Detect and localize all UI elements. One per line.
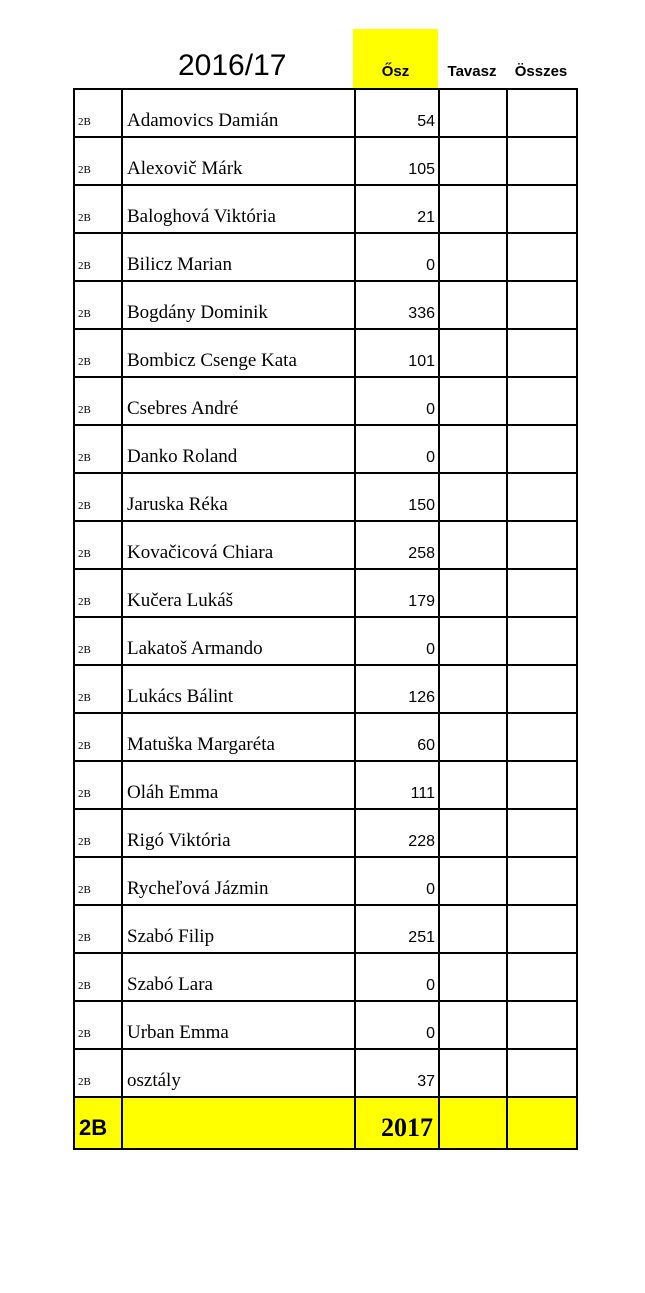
table-row	[74, 569, 577, 617]
student-name-cell: Bilicz Marian	[122, 233, 355, 281]
student-name-cell: Kovačicová Chiara	[122, 521, 355, 569]
fall-points-cell: 258	[355, 521, 439, 569]
student-name-cell: Danko Roland	[122, 425, 355, 473]
student-name-cell: Baloghová Viktória	[122, 185, 355, 233]
student-name-cell: Rycheľová Jázmin	[122, 857, 355, 905]
table-row	[74, 809, 577, 857]
fall-points-cell: 105	[355, 137, 439, 185]
table-row	[74, 857, 577, 905]
class-cell: 2B	[74, 473, 122, 521]
student-name-cell: Adamovics Damián	[122, 89, 355, 137]
school-year-title: 2016/17	[178, 49, 287, 82]
student-name-cell: Lukács Bálint	[122, 665, 355, 713]
spring-points-cell	[439, 281, 507, 329]
class-cell: 2B	[74, 137, 122, 185]
spring-points-cell	[439, 857, 507, 905]
spring-points-cell	[439, 713, 507, 761]
class-cell: 2B	[74, 185, 122, 233]
fall-points-cell: 0	[355, 233, 439, 281]
table-row	[74, 1049, 577, 1097]
spring-points-cell	[439, 137, 507, 185]
table-row	[74, 233, 577, 281]
student-name-cell: Alexovič Márk	[122, 137, 355, 185]
class-cell: 2B	[74, 425, 122, 473]
fall-points-cell: 0	[355, 617, 439, 665]
spring-points-cell	[439, 89, 507, 137]
total-points-cell	[507, 761, 577, 809]
total-points-cell	[507, 953, 577, 1001]
total-points-cell	[507, 329, 577, 377]
class-cell: 2B	[74, 809, 122, 857]
total-points-cell	[507, 1001, 577, 1049]
total-points-cell	[507, 521, 577, 569]
total-points-cell	[507, 857, 577, 905]
student-name-cell: Szabó Lara	[122, 953, 355, 1001]
total-points-cell	[507, 1049, 577, 1097]
total-points-cell	[507, 425, 577, 473]
fall-points-cell: 150	[355, 473, 439, 521]
spring-points-cell	[439, 1049, 507, 1097]
class-cell: 2B	[74, 1001, 122, 1049]
table-row	[74, 281, 577, 329]
spring-points-cell	[439, 761, 507, 809]
class-cell: 2B	[74, 329, 122, 377]
fall-points-cell: 126	[355, 665, 439, 713]
table-row	[74, 761, 577, 809]
student-name-cell: Lakatoš Armando	[122, 617, 355, 665]
table-row	[74, 521, 577, 569]
fall-points-cell: 0	[355, 953, 439, 1001]
total-points-cell	[507, 617, 577, 665]
class-cell: 2B	[74, 953, 122, 1001]
spring-points-cell	[439, 329, 507, 377]
student-name-cell: Bombicz Csenge Kata	[122, 329, 355, 377]
total-points-cell	[507, 809, 577, 857]
table-row	[74, 713, 577, 761]
total-class-cell: 2B	[74, 1097, 122, 1149]
class-cell: 2B	[74, 761, 122, 809]
fall-points-cell: 101	[355, 329, 439, 377]
table-row	[74, 905, 577, 953]
table-row	[74, 1001, 577, 1049]
class-cell: 2B	[74, 713, 122, 761]
total-points-cell	[507, 281, 577, 329]
student-name-cell: Matuška Margaréta	[122, 713, 355, 761]
total-points-cell	[507, 89, 577, 137]
total-sum-cell	[507, 1097, 577, 1149]
spring-points-cell	[439, 473, 507, 521]
total-points-cell	[507, 473, 577, 521]
total-row	[74, 1097, 577, 1149]
class-cell: 2B	[74, 665, 122, 713]
class-cell: 2B	[74, 1049, 122, 1097]
spring-points-cell	[439, 953, 507, 1001]
fall-points-cell: 0	[355, 857, 439, 905]
student-name-cell: Kučera Lukáš	[122, 569, 355, 617]
fall-points-cell: 179	[355, 569, 439, 617]
total-points-cell	[507, 137, 577, 185]
points-table	[73, 88, 578, 1150]
spring-points-cell	[439, 617, 507, 665]
class-cell: 2B	[74, 233, 122, 281]
total-points-cell	[507, 665, 577, 713]
table-row	[74, 377, 577, 425]
fall-points-cell: 251	[355, 905, 439, 953]
total-points-cell	[507, 377, 577, 425]
spring-points-cell	[439, 185, 507, 233]
total-spring-cell	[439, 1097, 507, 1149]
fall-points-cell: 37	[355, 1049, 439, 1097]
total-points-cell	[507, 713, 577, 761]
fall-points-cell: 0	[355, 425, 439, 473]
total-points-cell	[507, 233, 577, 281]
fall-points-cell: 60	[355, 713, 439, 761]
student-name-cell: osztály	[122, 1049, 355, 1097]
student-name-cell: Csebres André	[122, 377, 355, 425]
class-cell: 2B	[74, 89, 122, 137]
fall-points-cell: 228	[355, 809, 439, 857]
column-header-total: Összes	[514, 63, 568, 80]
student-name-cell: Oláh Emma	[122, 761, 355, 809]
student-name-cell: Bogdány Dominik	[122, 281, 355, 329]
class-cell: 2B	[74, 857, 122, 905]
fall-points-cell: 54	[355, 89, 439, 137]
column-header-fall: Ősz	[381, 63, 410, 80]
points-table-body	[74, 89, 577, 1149]
spring-points-cell	[439, 521, 507, 569]
spring-points-cell	[439, 1001, 507, 1049]
fall-points-cell: 0	[355, 377, 439, 425]
spring-points-cell	[439, 233, 507, 281]
student-name-cell: Szabó Filip	[122, 905, 355, 953]
student-name-cell: Rigó Viktória	[122, 809, 355, 857]
total-points-cell	[507, 569, 577, 617]
class-cell: 2B	[74, 617, 122, 665]
total-points-cell	[507, 185, 577, 233]
table-row	[74, 329, 577, 377]
table-row	[74, 89, 577, 137]
total-name-cell	[122, 1097, 355, 1149]
student-name-cell: Jaruska Réka	[122, 473, 355, 521]
table-row	[74, 473, 577, 521]
table-row	[74, 953, 577, 1001]
spring-points-cell	[439, 569, 507, 617]
table-row	[74, 617, 577, 665]
fall-points-cell: 336	[355, 281, 439, 329]
fall-points-cell: 0	[355, 1001, 439, 1049]
class-cell: 2B	[74, 281, 122, 329]
class-cell: 2B	[74, 905, 122, 953]
table-row	[74, 137, 577, 185]
column-header-spring: Tavasz	[447, 63, 497, 80]
class-cell: 2B	[74, 521, 122, 569]
total-points-cell	[507, 905, 577, 953]
fall-points-cell: 111	[355, 761, 439, 809]
total-fall-cell: 2017	[355, 1097, 439, 1149]
table-row	[74, 425, 577, 473]
spring-points-cell	[439, 425, 507, 473]
class-cell: 2B	[74, 377, 122, 425]
fall-points-cell: 21	[355, 185, 439, 233]
class-cell: 2B	[74, 569, 122, 617]
spring-points-cell	[439, 905, 507, 953]
spring-points-cell	[439, 377, 507, 425]
spring-points-cell	[439, 809, 507, 857]
student-name-cell: Urban Emma	[122, 1001, 355, 1049]
table-row	[74, 185, 577, 233]
table-row	[74, 665, 577, 713]
spring-points-cell	[439, 665, 507, 713]
